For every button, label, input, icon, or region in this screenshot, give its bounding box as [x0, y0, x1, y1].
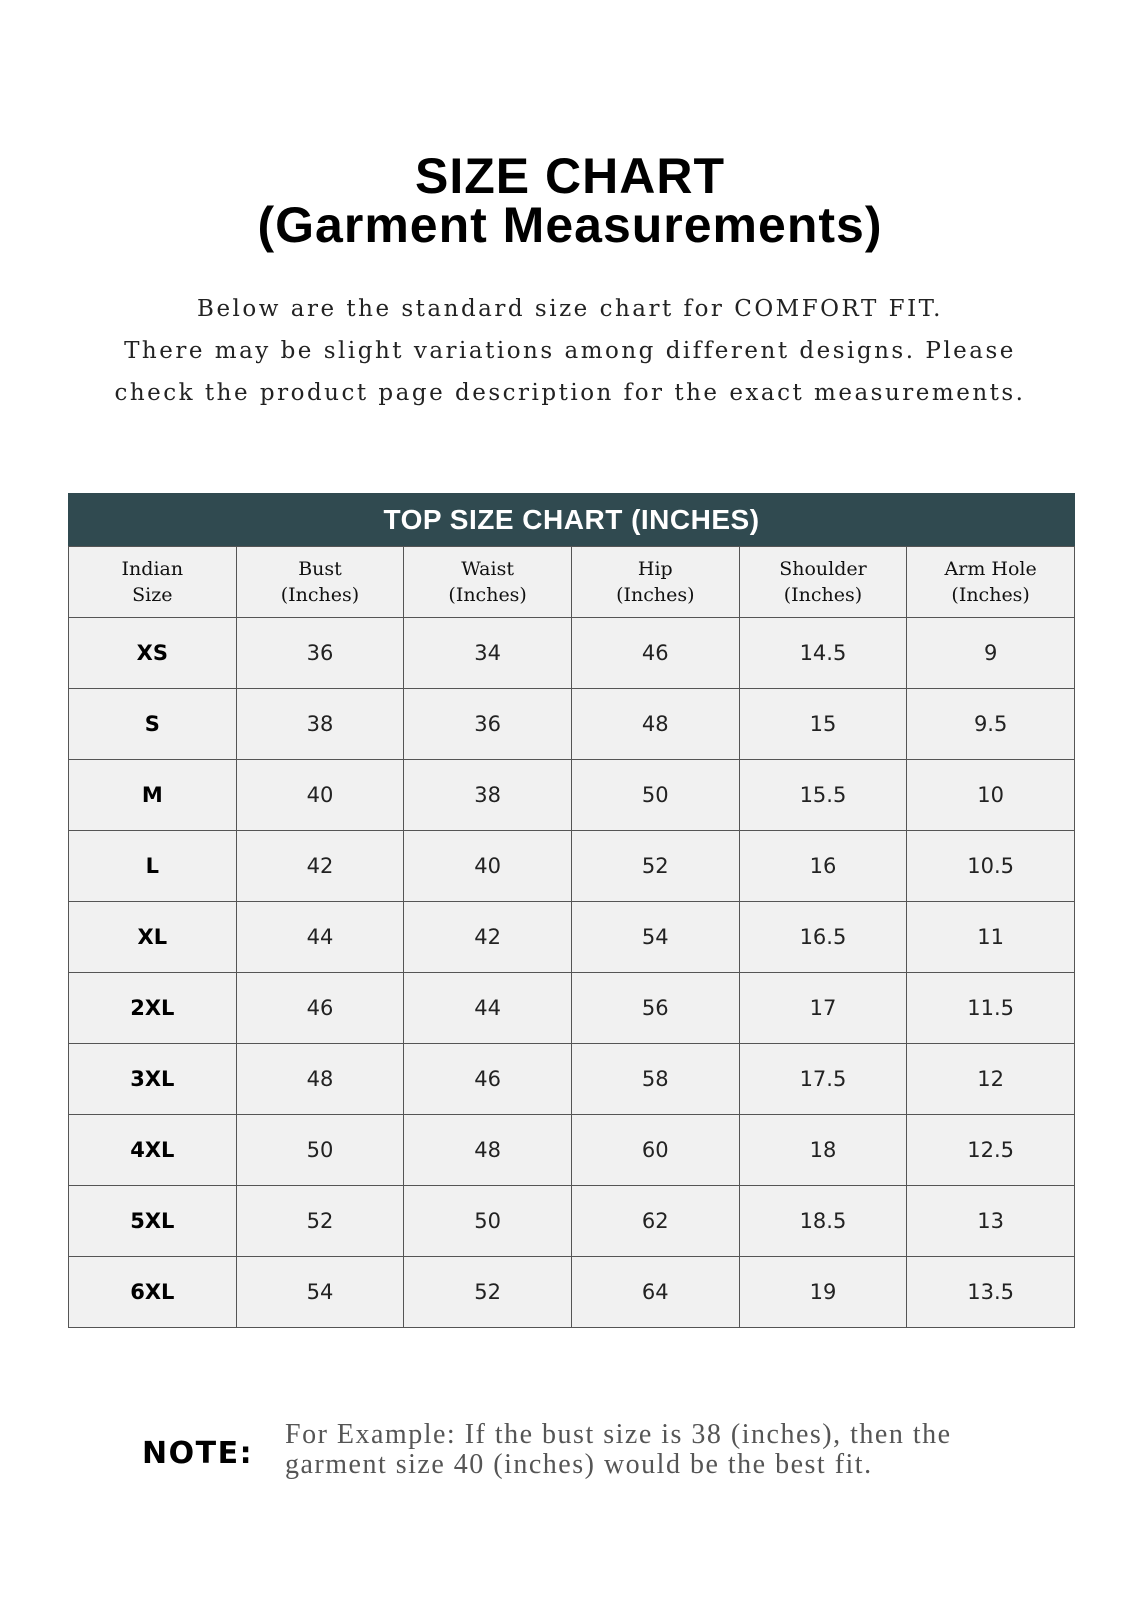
measurement-cell: 12.5 — [907, 1115, 1075, 1186]
column-header-shoulder — [739, 547, 907, 618]
measurement-cell: 38 — [404, 760, 572, 831]
measurement-cell: 12 — [907, 1044, 1075, 1115]
size-cell: 2XL — [69, 973, 237, 1044]
measurement-cell: 60 — [571, 1115, 739, 1186]
table-row — [69, 760, 1075, 831]
measurement-cell: 48 — [404, 1115, 572, 1186]
note-line-1: For Example: If the bust size is 38 (inches), then the — [285, 1419, 952, 1450]
measurement-cell: 52 — [571, 831, 739, 902]
measurement-cell: 44 — [404, 973, 572, 1044]
measurement-cell: 38 — [236, 689, 404, 760]
intro-line-1: Below are the standard size chart for COMFORT FIT. — [197, 296, 943, 322]
measurement-cell: 15 — [739, 689, 907, 760]
measurement-cell: 40 — [236, 760, 404, 831]
table-caption: TOP SIZE CHART (INCHES) — [68, 493, 1075, 546]
measurement-cell: 15.5 — [739, 760, 907, 831]
measurement-cell: 16 — [739, 831, 907, 902]
column-header-line: (Inches) — [951, 584, 1030, 606]
table-row — [69, 1186, 1075, 1257]
size-cell: 4XL — [69, 1115, 237, 1186]
measurement-cell: 11.5 — [907, 973, 1075, 1044]
column-header-line: Hip — [637, 558, 673, 580]
column-header-bust — [236, 547, 404, 618]
table-row — [69, 1044, 1075, 1115]
table-row — [69, 902, 1075, 973]
measurement-cell: 18.5 — [739, 1186, 907, 1257]
column-header-indian-size — [69, 547, 237, 618]
measurement-cell: 58 — [571, 1044, 739, 1115]
measurement-cell: 48 — [571, 689, 739, 760]
size-table — [68, 546, 1075, 1328]
measurement-cell: 14.5 — [739, 618, 907, 689]
column-header-line: (Inches) — [616, 584, 695, 606]
column-header-line: Indian — [121, 558, 184, 580]
measurement-cell: 11 — [907, 902, 1075, 973]
measurement-cell: 42 — [404, 902, 572, 973]
intro-line-3: check the product page description for the exact measurements. — [114, 380, 1026, 406]
column-header-line: Size — [132, 584, 173, 606]
measurement-cell: 50 — [404, 1186, 572, 1257]
measurement-cell: 42 — [236, 831, 404, 902]
page-title: SIZE CHART — [415, 148, 725, 204]
column-header-hip — [571, 547, 739, 618]
column-header-line: (Inches) — [448, 584, 527, 606]
note-label: NOTE: — [142, 1436, 254, 1471]
size-cell: 6XL — [69, 1257, 237, 1328]
measurement-cell: 36 — [236, 618, 404, 689]
table-row — [69, 1115, 1075, 1186]
measurement-cell: 64 — [571, 1257, 739, 1328]
size-cell: XS — [69, 618, 237, 689]
measurement-cell: 9 — [907, 618, 1075, 689]
size-cell: XL — [69, 902, 237, 973]
size-cell: S — [69, 689, 237, 760]
measurement-cell: 44 — [236, 902, 404, 973]
measurement-cell: 17 — [739, 973, 907, 1044]
size-cell: 3XL — [69, 1044, 237, 1115]
table-row — [69, 831, 1075, 902]
table-header-row — [69, 547, 1075, 618]
note-text — [285, 1420, 952, 1480]
measurement-cell: 50 — [236, 1115, 404, 1186]
measurement-cell: 48 — [236, 1044, 404, 1115]
column-header-line: (Inches) — [280, 584, 360, 606]
intro-line-2: There may be slight variations among different designs. Please — [124, 338, 1016, 364]
column-header-line: Shoulder — [779, 558, 867, 580]
measurement-cell: 56 — [571, 973, 739, 1044]
column-header-line: Waist — [461, 558, 514, 580]
column-header-waist — [404, 547, 572, 618]
measurement-cell: 9.5 — [907, 689, 1075, 760]
measurement-cell: 13 — [907, 1186, 1075, 1257]
size-cell: 5XL — [69, 1186, 237, 1257]
measurement-cell: 46 — [404, 1044, 572, 1115]
measurement-cell: 40 — [404, 831, 572, 902]
column-header-arm-hole — [907, 547, 1075, 618]
size-cell: L — [69, 831, 237, 902]
measurement-cell: 16.5 — [739, 902, 907, 973]
measurement-cell: 46 — [571, 618, 739, 689]
measurement-cell: 50 — [571, 760, 739, 831]
page-subtitle: (Garment Measurements) — [257, 197, 883, 253]
measurement-cell: 34 — [404, 618, 572, 689]
table-body — [69, 618, 1075, 1328]
table-row — [69, 973, 1075, 1044]
column-header-line: (Inches) — [783, 584, 863, 606]
table-row — [69, 1257, 1075, 1328]
size-chart-table — [68, 493, 1075, 1328]
column-header-line: Arm Hole — [944, 558, 1037, 580]
measurement-cell: 46 — [236, 973, 404, 1044]
measurement-cell: 19 — [739, 1257, 907, 1328]
measurement-cell: 52 — [404, 1257, 572, 1328]
measurement-cell: 62 — [571, 1186, 739, 1257]
measurement-cell: 13.5 — [907, 1257, 1075, 1328]
measurement-cell: 18 — [739, 1115, 907, 1186]
size-cell: M — [69, 760, 237, 831]
measurement-cell: 17.5 — [739, 1044, 907, 1115]
measurement-cell: 52 — [236, 1186, 404, 1257]
measurement-cell: 36 — [404, 689, 572, 760]
measurement-cell: 54 — [571, 902, 739, 973]
table-row — [69, 689, 1075, 760]
measurement-cell: 10 — [907, 760, 1075, 831]
note-line-2: garment size 40 (inches) would be the best fit. — [285, 1449, 873, 1480]
table-row — [69, 618, 1075, 689]
measurement-cell: 54 — [236, 1257, 404, 1328]
column-header-line: Bust — [298, 558, 342, 580]
measurement-cell: 10.5 — [907, 831, 1075, 902]
